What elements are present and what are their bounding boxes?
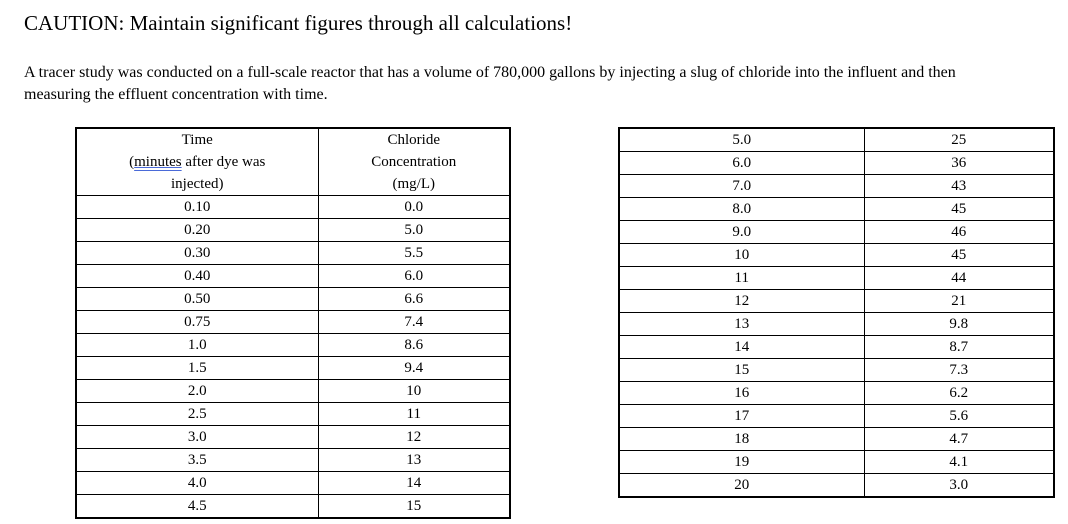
concentration-cell: 21 bbox=[864, 290, 1054, 313]
time-header-minutes: minutes bbox=[134, 154, 182, 170]
table-row bbox=[619, 313, 1054, 336]
table-row bbox=[76, 311, 510, 334]
table-row bbox=[76, 288, 510, 311]
table-row bbox=[619, 474, 1054, 498]
time-header-paren: ( bbox=[129, 154, 135, 170]
time-cell: 0.40 bbox=[76, 265, 318, 288]
table-row bbox=[619, 198, 1054, 221]
concentration-cell: 15 bbox=[318, 495, 510, 519]
table-row bbox=[76, 426, 510, 449]
time-cell: 6.0 bbox=[619, 152, 864, 175]
table-row bbox=[619, 405, 1054, 428]
time-cell: 9.0 bbox=[619, 221, 864, 244]
time-column-header bbox=[76, 128, 318, 196]
time-cell: 0.30 bbox=[76, 242, 318, 265]
concentration-cell: 5.6 bbox=[864, 405, 1054, 428]
time-cell: 2.0 bbox=[76, 380, 318, 403]
concentration-cell: 11 bbox=[318, 403, 510, 426]
table-row bbox=[76, 219, 510, 242]
time-cell: 0.75 bbox=[76, 311, 318, 334]
concentration-cell: 6.0 bbox=[318, 265, 510, 288]
conc-header-line1: Chloride bbox=[387, 132, 440, 148]
table-row bbox=[76, 357, 510, 380]
time-cell: 2.5 bbox=[76, 403, 318, 426]
concentration-column-header bbox=[318, 128, 510, 196]
table-row bbox=[619, 128, 1054, 152]
table-row bbox=[619, 451, 1054, 474]
table-row bbox=[619, 382, 1054, 405]
time-cell: 18 bbox=[619, 428, 864, 451]
time-cell: 16 bbox=[619, 382, 864, 405]
time-cell: 1.5 bbox=[76, 357, 318, 380]
time-header-line2 bbox=[77, 151, 318, 173]
concentration-cell: 4.7 bbox=[864, 428, 1054, 451]
concentration-cell: 12 bbox=[318, 426, 510, 449]
time-cell: 3.0 bbox=[76, 426, 318, 449]
time-cell: 5.0 bbox=[619, 128, 864, 152]
table-row bbox=[619, 336, 1054, 359]
table-row bbox=[619, 152, 1054, 175]
time-cell: 1.0 bbox=[76, 334, 318, 357]
concentration-cell: 9.8 bbox=[864, 313, 1054, 336]
table-row bbox=[619, 428, 1054, 451]
concentration-cell: 10 bbox=[318, 380, 510, 403]
conc-header-line2: Concentration bbox=[371, 154, 457, 170]
time-cell: 19 bbox=[619, 451, 864, 474]
concentration-cell: 13 bbox=[318, 449, 510, 472]
time-cell: 0.10 bbox=[76, 196, 318, 219]
concentration-cell: 14 bbox=[318, 472, 510, 495]
concentration-cell: 7.3 bbox=[864, 359, 1054, 382]
table-row bbox=[619, 175, 1054, 198]
time-cell: 11 bbox=[619, 267, 864, 290]
concentration-cell: 9.4 bbox=[318, 357, 510, 380]
time-cell: 20 bbox=[619, 474, 864, 498]
time-cell: 0.20 bbox=[76, 219, 318, 242]
caution-heading: CAUTION: Maintain significant figures through all calculations! bbox=[24, 11, 573, 35]
concentration-cell: 46 bbox=[864, 221, 1054, 244]
table-row bbox=[619, 244, 1054, 267]
table-row bbox=[76, 196, 510, 219]
concentration-cell: 8.7 bbox=[864, 336, 1054, 359]
time-cell: 8.0 bbox=[619, 198, 864, 221]
time-header-line3: injected) bbox=[171, 176, 224, 192]
concentration-cell: 4.1 bbox=[864, 451, 1054, 474]
time-cell: 13 bbox=[619, 313, 864, 336]
table-row bbox=[76, 472, 510, 495]
table-row bbox=[619, 221, 1054, 244]
concentration-cell: 5.0 bbox=[318, 219, 510, 242]
time-header-rest: after dye was bbox=[181, 154, 266, 170]
time-cell: 4.0 bbox=[76, 472, 318, 495]
time-cell: 3.5 bbox=[76, 449, 318, 472]
tracer-data-table-left bbox=[75, 127, 511, 519]
tracer-data-table-right bbox=[618, 127, 1055, 498]
table-row bbox=[76, 495, 510, 519]
concentration-cell: 45 bbox=[864, 244, 1054, 267]
concentration-cell: 44 bbox=[864, 267, 1054, 290]
concentration-cell: 6.2 bbox=[864, 382, 1054, 405]
time-cell: 17 bbox=[619, 405, 864, 428]
concentration-cell: 36 bbox=[864, 152, 1054, 175]
time-cell: 15 bbox=[619, 359, 864, 382]
table-row bbox=[76, 403, 510, 426]
time-cell: 0.50 bbox=[76, 288, 318, 311]
concentration-cell: 45 bbox=[864, 198, 1054, 221]
concentration-cell: 0.0 bbox=[318, 196, 510, 219]
concentration-cell: 43 bbox=[864, 175, 1054, 198]
table-row bbox=[76, 449, 510, 472]
table-header-row bbox=[76, 128, 510, 196]
concentration-cell: 5.5 bbox=[318, 242, 510, 265]
conc-header-line3: (mg/L) bbox=[392, 176, 435, 192]
time-cell: 4.5 bbox=[76, 495, 318, 519]
table-row bbox=[76, 334, 510, 357]
table-row bbox=[76, 242, 510, 265]
concentration-cell: 7.4 bbox=[318, 311, 510, 334]
concentration-cell: 6.6 bbox=[318, 288, 510, 311]
concentration-cell: 3.0 bbox=[864, 474, 1054, 498]
time-cell: 14 bbox=[619, 336, 864, 359]
time-cell: 10 bbox=[619, 244, 864, 267]
concentration-cell: 25 bbox=[864, 128, 1054, 152]
table-row bbox=[76, 265, 510, 288]
time-cell: 12 bbox=[619, 290, 864, 313]
table-row bbox=[76, 380, 510, 403]
problem-statement: A tracer study was conducted on a full-scale reactor that has a volume of 780,000 gallons by injecting a slug of chloride into the influent and then measuring the effluent concentration with time. bbox=[24, 64, 956, 103]
table-row bbox=[619, 267, 1054, 290]
time-cell: 7.0 bbox=[619, 175, 864, 198]
concentration-cell: 8.6 bbox=[318, 334, 510, 357]
table-row bbox=[619, 359, 1054, 382]
table-row bbox=[619, 290, 1054, 313]
time-header-line1: Time bbox=[181, 132, 213, 148]
